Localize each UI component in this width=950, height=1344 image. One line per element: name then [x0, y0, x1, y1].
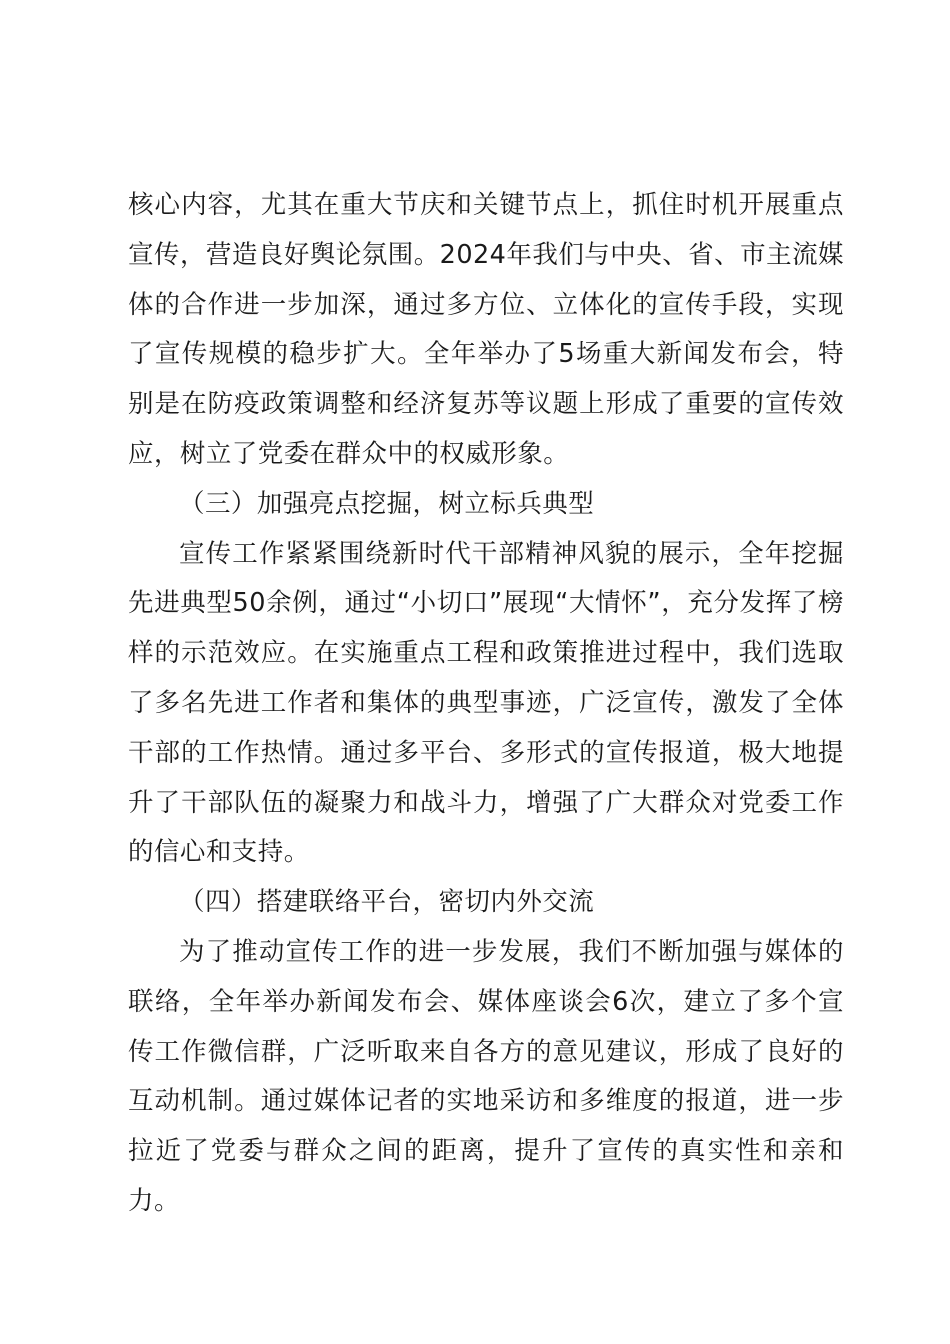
paragraph-continued: 核心内容，尤其在重大节庆和关键节点上，抓住时机开展重点宣传，营造良好舆论氛围。2024年我们与中央、省、市主流媒体的合作进一步加深，通过多方位、立体化的宣传手段，实现了宣传规模的稳步扩大。全年举办了5场重大新闻发布会，特别是在防疫政策调整和经济复苏等议题上形成了重要的宣传效应，树立了党委在群众中的权威形象。: [128, 190, 844, 469]
document-body: [128, 181, 844, 1227]
paragraph-section-3: 宣传工作紧紧围绕新时代干部精神风貌的展示，全年挖掘先进典型50余例，通过“小切口”展现“大情怀”，充分发挥了榜样的示范效应。在实施重点工程和政策推进过程中，我们选取了多名先进工作者和集体的典型事迹，广泛宣传，激发了全体干部的工作热情。通过多平台、多形式的宣传报道，极大地提升了干部队伍的凝聚力和战斗力，增强了广大群众对党委工作的信心和支持。: [128, 538, 844, 868]
paragraph-section-4: 为了推动宣传工作的进一步发展，我们不断加强与媒体的联络，全年举办新闻发布会、媒体座谈会6次，建立了多个宣传工作微信群，广泛听取来自各方的意见建议，形成了良好的互动机制。通过媒体记者的实地采访和多维度的报道，进一步拉近了党委与群众之间的距离，提升了宣传的真实性和亲和力。: [128, 936, 844, 1216]
section-heading-4: （四）搭建联络平台，密切内外交流: [179, 887, 595, 918]
section-heading-3: （三）加强亮点挖掘，树立标兵典型: [179, 488, 595, 519]
